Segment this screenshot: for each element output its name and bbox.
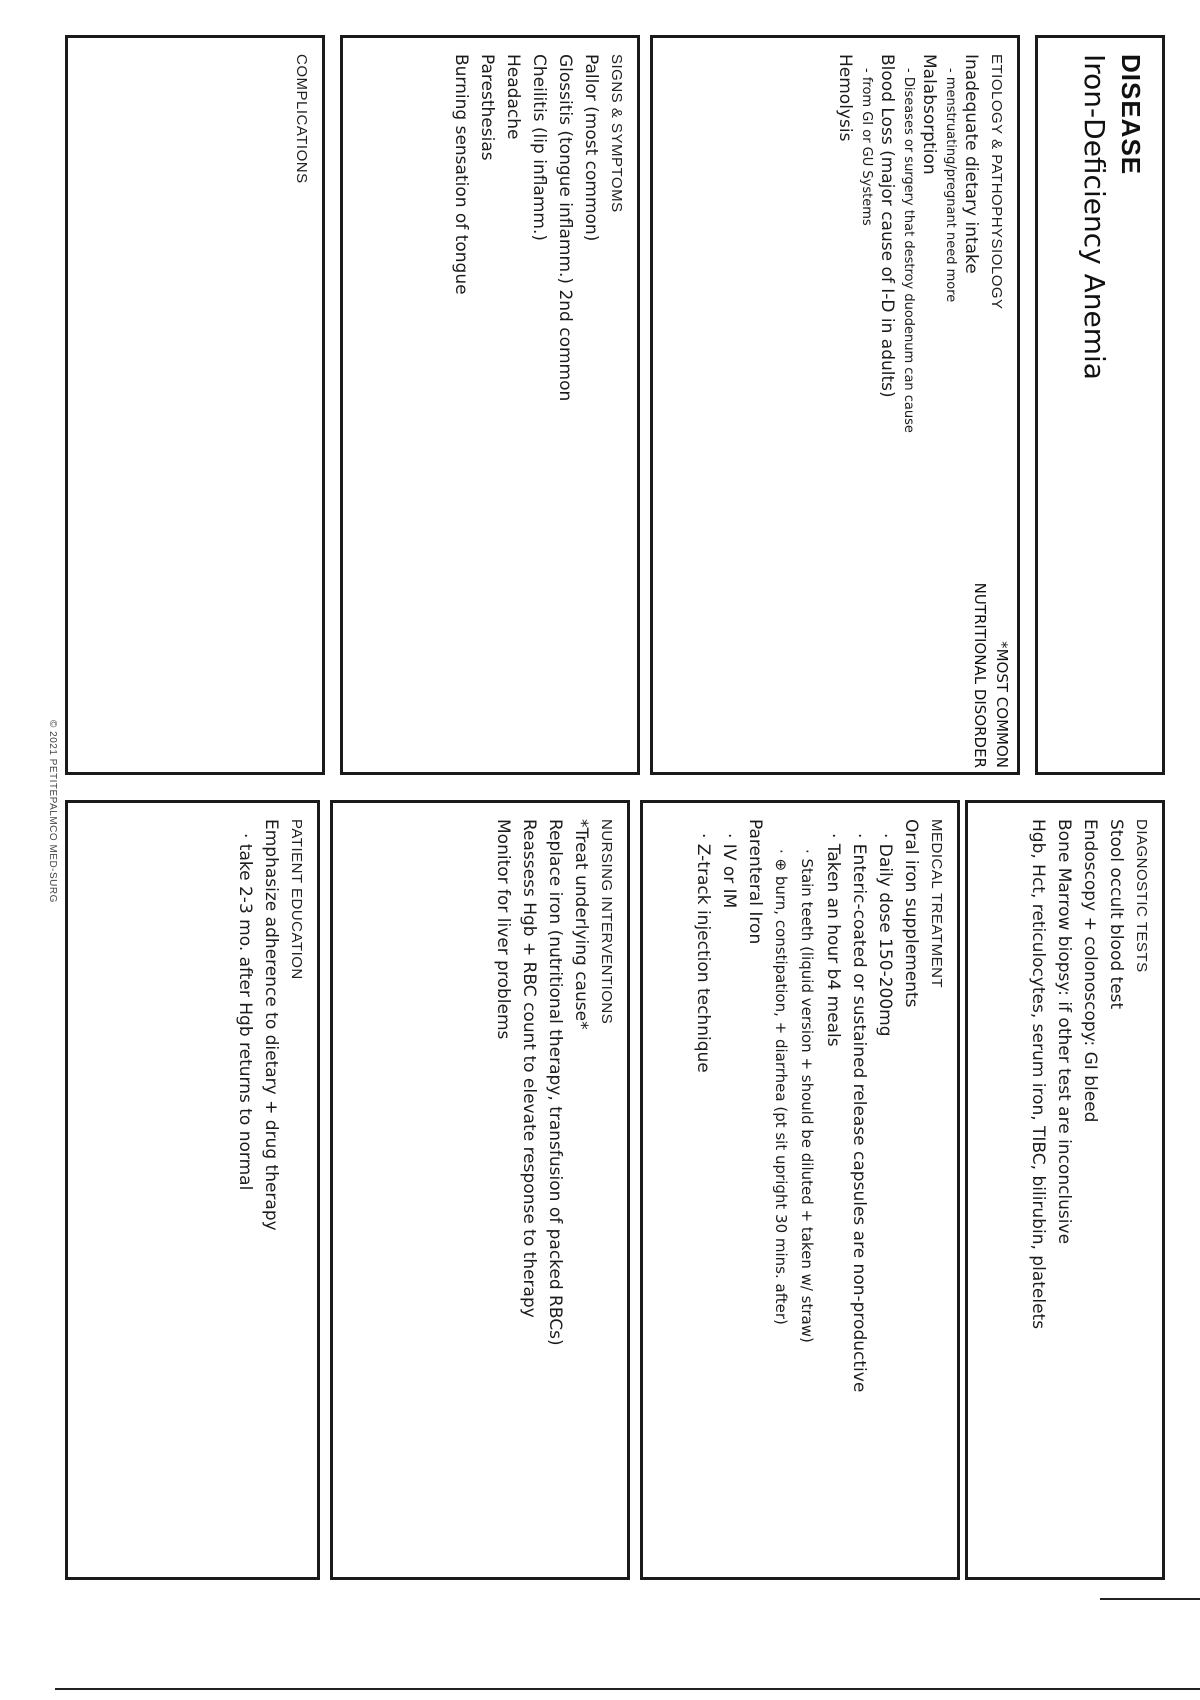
- complications-box: [65, 35, 325, 775]
- etiology-line: - Diseases or surgery that destroy duodenum can cause: [901, 68, 916, 433]
- scan-edge-line: [1100, 1598, 1200, 1600]
- nursing-box: [330, 800, 630, 1580]
- medical-line: · IV or IM: [719, 833, 739, 909]
- etiology-label: ETIOLOGY & PATHOPHYSIOLOGY: [988, 54, 1005, 310]
- etiology-line: - menstruating/pregnant need more: [943, 68, 958, 303]
- signs-label: SIGNS & SYMPTOMS: [608, 54, 625, 213]
- etiology-line: - from GI or GU Systems: [859, 68, 874, 226]
- nursing-line: Reassess Hgb + RBC count to elevate response to therapy: [519, 819, 539, 1318]
- disease-label: DISEASE: [1116, 54, 1146, 176]
- diagnostic-label: DIAGNOSTIC TESTS: [1133, 819, 1150, 973]
- medical-line: · Taken an hour b4 meals: [823, 833, 843, 1047]
- copyright-footer: © 2021 PETITEPALMCO MED-SURG: [47, 720, 58, 903]
- diagnostic-line: Hgb, Hct, reticulocytes, serum iron, TIBC, bilirubin, platelets: [1028, 819, 1048, 1330]
- diagnostic-line: Bone Marrow biopsy: if other test are inconclusive: [1054, 819, 1074, 1245]
- education-line: · take 2-3 mo. after Hgb returns to normal: [235, 833, 255, 1191]
- scan-edge-line: [55, 1688, 1200, 1690]
- medical-line: · Enteric-coated or sustained release capsules are non-productive: [849, 833, 869, 1393]
- medical-line: · ⊕ burn, constipation, + diarrhea (pt sit upright 30 mins. after): [772, 849, 790, 1325]
- etiology-line: Blood Loss (major cause of I-D in adults): [877, 54, 897, 398]
- etiology-line: Inadequate dietary intake: [961, 54, 981, 274]
- diagnostic-line: Endoscopy + colonoscopy: GI bleed: [1080, 819, 1100, 1123]
- note-line-1: *MOST COMMON: [993, 641, 1011, 768]
- signs-line: Pallor (most common): [581, 54, 601, 242]
- disease-name: Iron-Deficiency Anemia: [1078, 54, 1111, 380]
- medical-line: · Daily dose 150-200mg: [875, 833, 895, 1037]
- education-box: [65, 800, 320, 1580]
- nursing-line: *Treat underlying cause*: [571, 819, 591, 1030]
- medical-box: [640, 800, 960, 1580]
- signs-line: Paresthesias: [477, 54, 497, 161]
- education-line: Emphasize adherence to dietary + drug therapy: [261, 819, 281, 1231]
- medical-line: · Stain teeth (liquid version + should be diluted + taken w/ straw): [798, 849, 816, 1343]
- education-label: PATIENT EDUCATION: [288, 819, 305, 980]
- medical-line: Parenteral Iron: [745, 819, 765, 945]
- diagnostic-box: [965, 800, 1165, 1580]
- etiology-box: [650, 35, 1020, 775]
- landscape-worksheet: [40, 30, 1170, 1590]
- signs-line: Burning sensation of tongue: [451, 54, 471, 295]
- signs-box: [340, 35, 640, 775]
- signs-line: Glossitis (tongue inflamm.) 2nd common: [555, 54, 575, 402]
- etiology-line: Hemolysis: [835, 54, 855, 142]
- nursing-label: NURSING INTERVENTIONS: [598, 819, 615, 1025]
- disease-box: [1035, 35, 1165, 775]
- medical-label: MEDICAL TREATMENT: [928, 819, 945, 989]
- medical-line: · Z-track injection technique: [693, 833, 713, 1073]
- signs-line: Headache: [503, 54, 523, 140]
- note-line-2: NUTRITIONAL DISORDER: [971, 582, 989, 768]
- medical-line: Oral iron supplements: [901, 819, 921, 1008]
- signs-line: Cheilitis (lip inflamm.): [529, 54, 549, 241]
- most-common-note: [969, 478, 1013, 768]
- diagnostic-line: Stool occult blood test: [1106, 819, 1126, 1010]
- complications-label: COMPLICATIONS: [293, 54, 310, 184]
- etiology-line: Malabsorption: [919, 54, 939, 175]
- nursing-line: Monitor for liver problems: [493, 819, 513, 1040]
- nursing-line: Replace iron (nutritional therapy, transfusion of packed RBCs): [545, 819, 565, 1346]
